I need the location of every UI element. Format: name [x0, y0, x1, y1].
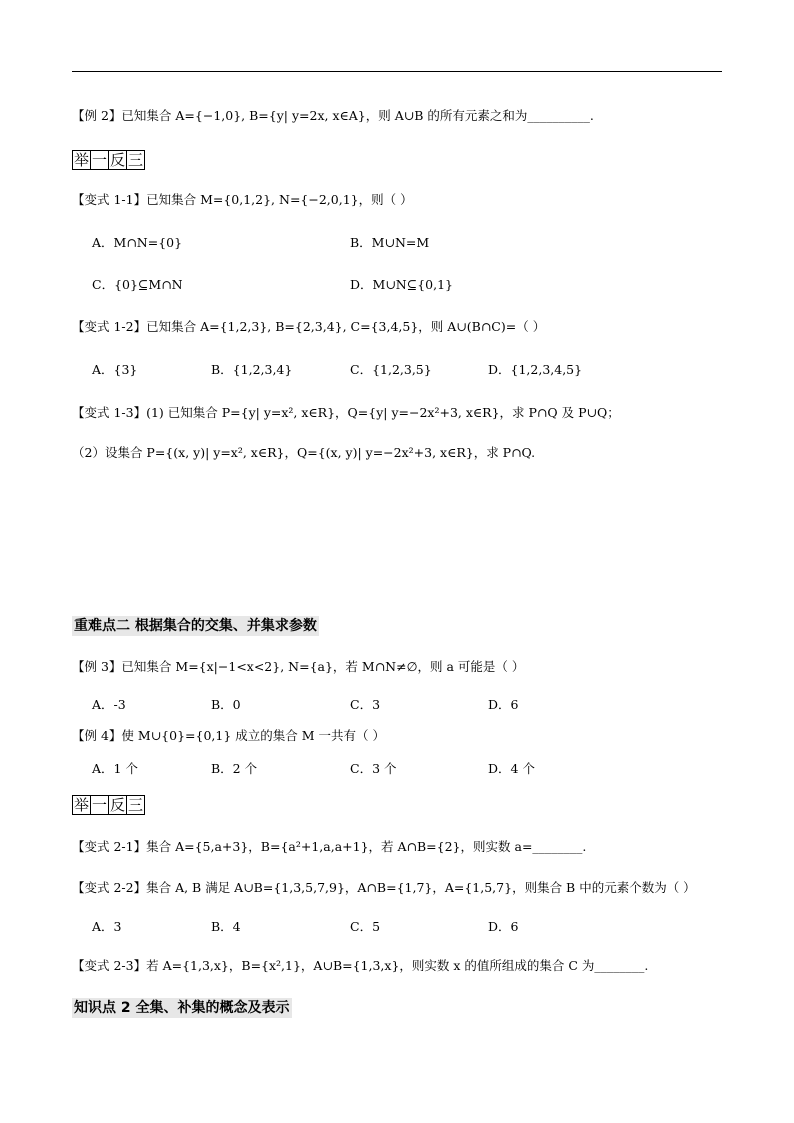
variant-2-2-stem: 【变式 2-2】集合 A, B 满足 A∪B={1,3,5,7,9}，A∩B={1,7}，A={1,5,7}，则集合 B 中的元素个数为（ ） — [72, 880, 696, 895]
example-3-option-d: D．6 — [488, 697, 519, 712]
variant-2-1: 【变式 2-1】集合 A={5,a+3}，B={a²+1,a,a+1}，若 A∩B={2}，则实数 a=________. — [72, 839, 587, 854]
variant-1-3-part-1: 【变式 1-3】(1) 已知集合 P={y| y=x², x∈R}，Q={y| y=−2x²+3, x∈R}，求 P∩Q 及 P∪Q； — [72, 405, 620, 420]
variant-1-2-stem: 【变式 1-2】已知集合 A={1,2,3}, B={2,3,4}, C={3,4,5}，则 A∪(B∩C)=（ ） — [72, 319, 546, 334]
variant-1-1-option-d: D．M∪N⊆{0,1} — [350, 277, 453, 292]
variant-1-1-option-a: A．M∩N={0} — [92, 235, 183, 250]
variant-2-2-option-d: D．6 — [488, 919, 519, 934]
example-3-stem: 【例 3】已知集合 M={x|−1<x<2}, N={a}，若 M∩N≠∅，则 a 可能是（ ） — [72, 659, 525, 674]
example-3-option-a: A．-3 — [92, 697, 126, 712]
variant-1-2-option-d: D．{1,2,3,4,5} — [488, 362, 583, 377]
variant-1-1-option-b: B．M∪N=M — [350, 235, 430, 250]
example-4-option-b: B．2 个 — [211, 761, 258, 776]
variant-1-1-stem: 【变式 1-1】已知集合 M={0,1,2}, N={−2,0,1}，则（ ） — [72, 192, 413, 207]
variant-1-1-option-c: C．{0}⊆M∩N — [92, 277, 183, 292]
header-rule — [72, 71, 722, 72]
example-4-option-a: A．1 个 — [92, 761, 138, 776]
section-heading-3: 知识点 2 全集、补集的概念及表示 — [74, 1000, 290, 1016]
example-3-option-c: C．3 — [350, 697, 381, 712]
example-3-option-b: B．0 — [211, 697, 241, 712]
variant-1-2-option-b: B．{1,2,3,4} — [211, 362, 293, 377]
practice-label-2: 举 一 反 三 — [74, 796, 144, 814]
example-4-option-d: D．4 个 — [488, 761, 535, 776]
variant-2-3: 【变式 2-3】若 A={1,3,x}，B={x²,1}，A∪B={1,3,x}，则实数 x 的值所组成的集合 C 为________. — [72, 958, 649, 973]
practice-label-1: 举 一 反 三 — [74, 151, 144, 169]
variant-2-2-option-a: A．3 — [92, 919, 122, 934]
variant-1-2-option-a: A．{3} — [92, 362, 138, 377]
variant-2-2-option-b: B．4 — [211, 919, 241, 934]
example-4-stem: 【例 4】使 M∪{0}={0,1} 成立的集合 M 一共有（ ） — [72, 728, 385, 743]
section-heading-2: 重难点二 根据集合的交集、并集求参数 — [74, 618, 317, 634]
variant-2-2-option-c: C．5 — [350, 919, 381, 934]
variant-1-3-part-2: （2）设集合 P={(x, y)| y=x², x∈R}，Q={(x, y)| y=−2x²+3, x∈R}，求 P∩Q. — [72, 445, 536, 460]
variant-1-2-option-c: C．{1,2,3,5} — [350, 362, 432, 377]
example-2: 【例 2】已知集合 A={−1,0}, B={y| y=2x, x∈A}，则 A∪B 的所有元素之和为__________. — [72, 108, 594, 123]
example-4-option-c: C．3 个 — [350, 761, 397, 776]
